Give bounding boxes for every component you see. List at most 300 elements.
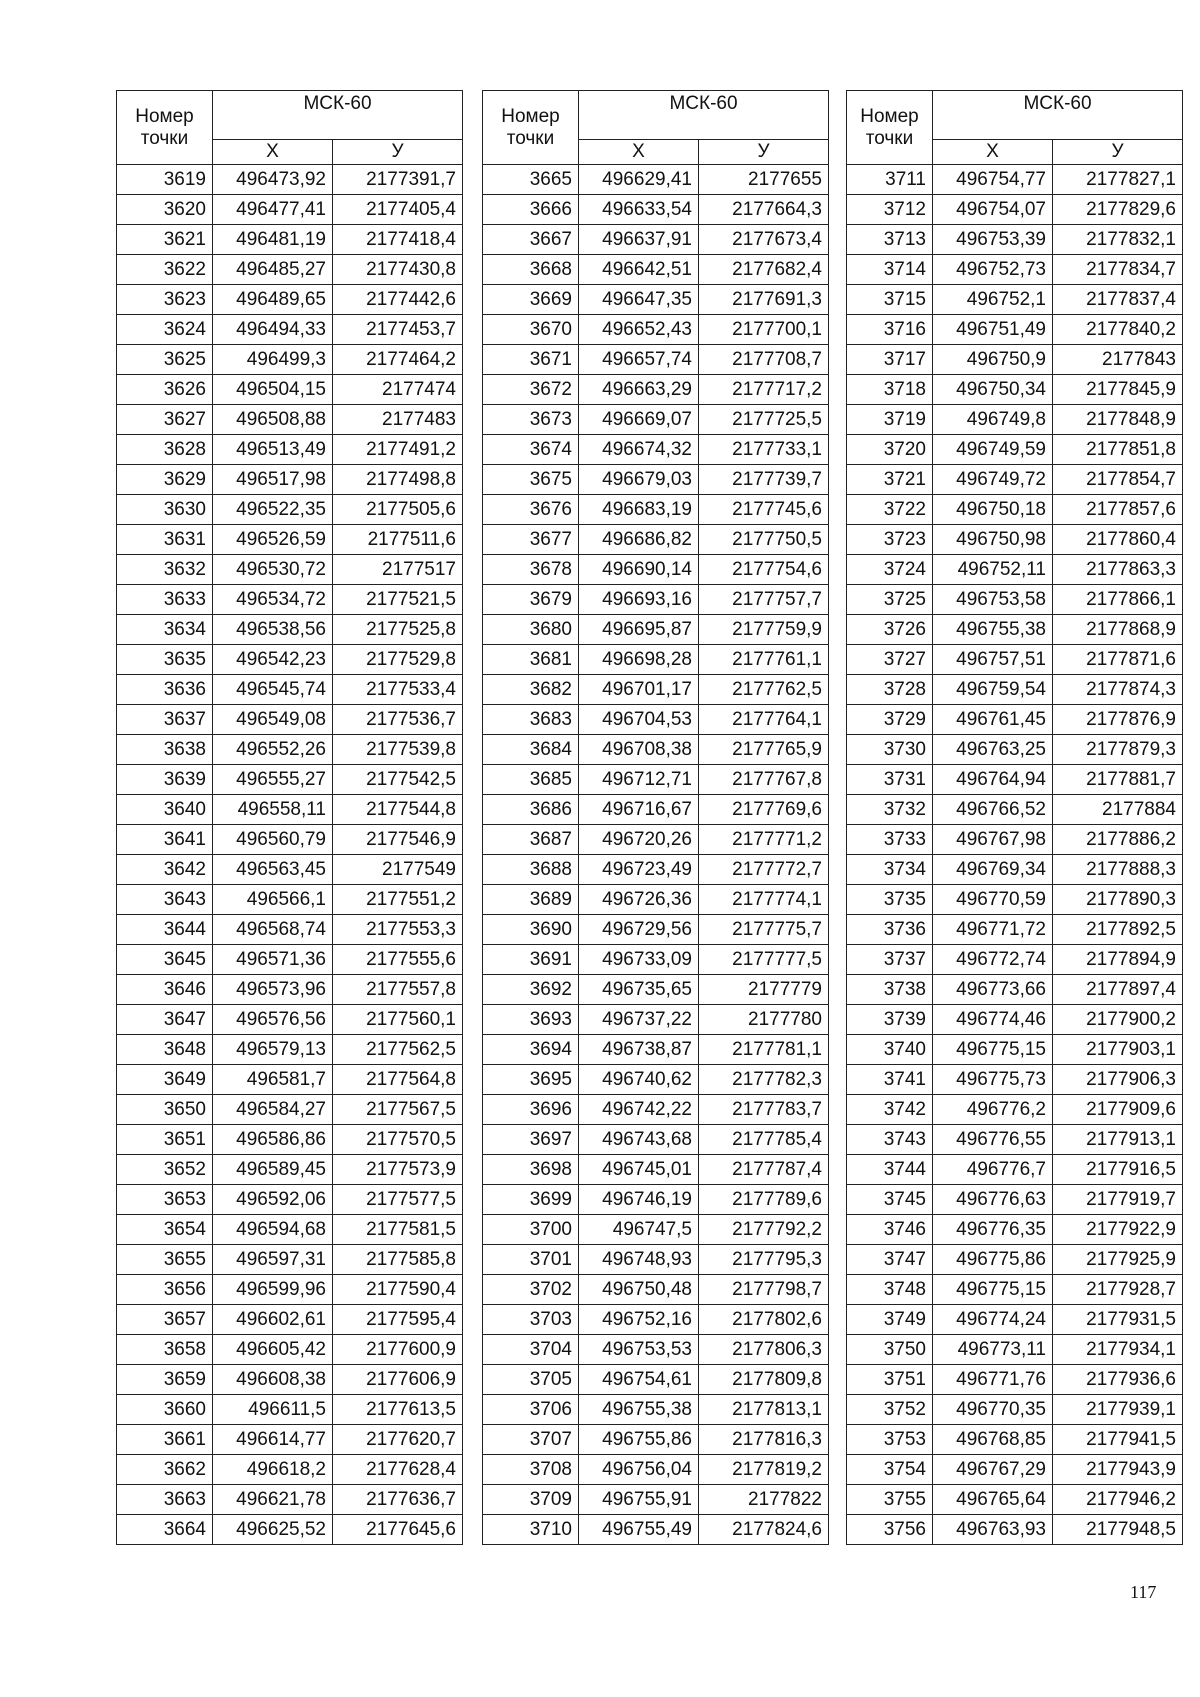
x-coordinate-cell: 496652,43	[579, 315, 699, 345]
table-row	[847, 405, 1183, 435]
x-coordinate-cell: 496768,85	[933, 1425, 1053, 1455]
table-row	[847, 975, 1183, 1005]
point-number-cell: 3625	[117, 345, 213, 375]
x-coordinate-cell: 496686,82	[579, 525, 699, 555]
x-coordinate-cell: 496485,27	[213, 255, 333, 285]
point-number-header-line-1: Номер	[860, 105, 919, 127]
table-row	[117, 435, 463, 465]
x-coordinate-cell: 496746,19	[579, 1185, 699, 1215]
table-row	[483, 705, 829, 735]
y-coordinate-cell: 2177854,7	[1053, 465, 1183, 495]
table-row	[483, 1155, 829, 1185]
x-coordinate-cell: 496571,36	[213, 945, 333, 975]
point-number-cell: 3622	[117, 255, 213, 285]
x-coordinate-cell: 496776,7	[933, 1155, 1053, 1185]
point-number-cell: 3728	[847, 675, 933, 705]
point-number-cell: 3665	[483, 165, 579, 195]
y-coordinate-cell: 2177798,7	[699, 1275, 829, 1305]
table-row	[483, 1215, 829, 1245]
point-number-cell: 3697	[483, 1125, 579, 1155]
y-coordinate-cell: 2177780	[699, 1005, 829, 1035]
table-row	[483, 885, 829, 915]
point-number-cell: 3628	[117, 435, 213, 465]
x-coordinate-cell: 496618,2	[213, 1455, 333, 1485]
y-coordinate-cell: 2177928,7	[1053, 1275, 1183, 1305]
x-coordinate-cell: 496701,17	[579, 675, 699, 705]
x-coordinate-cell: 496753,53	[579, 1335, 699, 1365]
table-row	[847, 1245, 1183, 1275]
point-number-header-line-2: точки	[140, 127, 189, 149]
table-row	[483, 315, 829, 345]
point-number-header	[847, 91, 933, 165]
x-coordinate-cell: 496542,23	[213, 645, 333, 675]
point-number-cell: 3712	[847, 195, 933, 225]
table-row	[847, 1365, 1183, 1395]
x-coordinate-cell: 496477,41	[213, 195, 333, 225]
table-row	[847, 915, 1183, 945]
x-coordinate-cell: 496642,51	[579, 255, 699, 285]
point-number-cell: 3663	[117, 1485, 213, 1515]
table-row	[483, 1305, 829, 1335]
table-row	[847, 285, 1183, 315]
x-coordinate-cell: 496621,78	[213, 1485, 333, 1515]
point-number-cell: 3741	[847, 1065, 933, 1095]
x-coordinate-cell: 496772,74	[933, 945, 1053, 975]
table-row	[117, 165, 463, 195]
y-coordinate-cell: 2177876,9	[1053, 705, 1183, 735]
x-coordinate-cell: 496769,34	[933, 855, 1053, 885]
point-number-cell: 3703	[483, 1305, 579, 1335]
x-coordinate-cell: 496489,65	[213, 285, 333, 315]
point-number-cell: 3688	[483, 855, 579, 885]
table-row	[847, 795, 1183, 825]
y-coordinate-cell: 2177897,4	[1053, 975, 1183, 1005]
y-coordinate-cell: 2177764,1	[699, 705, 829, 735]
point-number-cell: 3745	[847, 1185, 933, 1215]
x-coordinate-cell: 496771,72	[933, 915, 1053, 945]
point-number-cell: 3704	[483, 1335, 579, 1365]
y-coordinate-cell: 2177691,3	[699, 285, 829, 315]
point-number-cell: 3674	[483, 435, 579, 465]
point-number-cell: 3650	[117, 1095, 213, 1125]
table-row	[117, 345, 463, 375]
y-coordinate-cell: 2177474	[333, 375, 463, 405]
point-number-cell: 3646	[117, 975, 213, 1005]
table-row	[483, 345, 829, 375]
x-coordinate-cell: 496756,04	[579, 1455, 699, 1485]
point-number-cell: 3656	[117, 1275, 213, 1305]
x-coordinate-cell: 496750,98	[933, 525, 1053, 555]
point-number-cell: 3740	[847, 1035, 933, 1065]
table-row	[483, 855, 829, 885]
y-coordinate-cell: 2177871,6	[1053, 645, 1183, 675]
table-row	[483, 1275, 829, 1305]
table-row	[117, 1515, 463, 1545]
y-coordinate-cell: 2177787,4	[699, 1155, 829, 1185]
table-row	[117, 885, 463, 915]
x-coordinate-cell: 496555,27	[213, 765, 333, 795]
x-coordinate-cell: 496558,11	[213, 795, 333, 825]
x-coordinate-cell: 496750,9	[933, 345, 1053, 375]
x-coordinate-cell: 496767,98	[933, 825, 1053, 855]
x-coordinate-cell: 496764,94	[933, 765, 1053, 795]
table-row	[483, 225, 829, 255]
coordinates-table-1	[116, 90, 463, 1545]
table-row	[483, 1365, 829, 1395]
point-number-cell: 3635	[117, 645, 213, 675]
table-row	[847, 885, 1183, 915]
table-row	[117, 375, 463, 405]
point-number-cell: 3661	[117, 1425, 213, 1455]
table-row	[117, 1245, 463, 1275]
y-coordinate-cell: 2177857,6	[1053, 495, 1183, 525]
point-number-cell: 3640	[117, 795, 213, 825]
point-number-cell: 3750	[847, 1335, 933, 1365]
table-row	[117, 735, 463, 765]
point-number-cell: 3719	[847, 405, 933, 435]
point-number-cell: 3644	[117, 915, 213, 945]
table-row	[117, 945, 463, 975]
point-number-cell: 3744	[847, 1155, 933, 1185]
point-number-cell: 3699	[483, 1185, 579, 1215]
table-row	[483, 1065, 829, 1095]
y-coordinate-cell: 2177941,5	[1053, 1425, 1183, 1455]
table-row	[483, 1005, 829, 1035]
y-coordinate-cell: 2177544,8	[333, 795, 463, 825]
table-row	[847, 1275, 1183, 1305]
x-coordinate-cell: 496552,26	[213, 735, 333, 765]
point-number-cell: 3698	[483, 1155, 579, 1185]
table-row	[117, 1305, 463, 1335]
y-coordinate-cell: 2177892,5	[1053, 915, 1183, 945]
x-coordinate-cell: 496669,07	[579, 405, 699, 435]
x-coordinate-cell: 496720,26	[579, 825, 699, 855]
x-coordinate-cell: 496573,96	[213, 975, 333, 1005]
point-number-cell: 3749	[847, 1305, 933, 1335]
x-coordinate-cell: 496589,45	[213, 1155, 333, 1185]
y-coordinate-cell: 2177585,8	[333, 1245, 463, 1275]
y-coordinate-cell: 2177840,2	[1053, 315, 1183, 345]
y-coordinate-cell: 2177769,6	[699, 795, 829, 825]
x-coordinate-cell: 496663,29	[579, 375, 699, 405]
table-row	[117, 465, 463, 495]
point-number-cell: 3694	[483, 1035, 579, 1065]
point-number-cell: 3729	[847, 705, 933, 735]
table-row	[847, 1005, 1183, 1035]
point-number-cell: 3730	[847, 735, 933, 765]
x-coordinate-cell: 496752,16	[579, 1305, 699, 1335]
x-coordinate-cell: 496586,86	[213, 1125, 333, 1155]
point-number-cell: 3633	[117, 585, 213, 615]
table-row	[483, 555, 829, 585]
y-coordinate-cell: 2177934,1	[1053, 1335, 1183, 1365]
point-number-cell: 3639	[117, 765, 213, 795]
table-row	[117, 1335, 463, 1365]
y-coordinate-cell: 2177829,6	[1053, 195, 1183, 225]
x-coordinate-cell: 496579,13	[213, 1035, 333, 1065]
y-coordinate-cell: 2177845,9	[1053, 375, 1183, 405]
x-coordinate-cell: 496748,93	[579, 1245, 699, 1275]
point-number-cell: 3693	[483, 1005, 579, 1035]
point-number-cell: 3679	[483, 585, 579, 615]
table-row	[847, 435, 1183, 465]
point-number-cell: 3641	[117, 825, 213, 855]
point-number-cell: 3649	[117, 1065, 213, 1095]
y-coordinate-cell: 2177570,5	[333, 1125, 463, 1155]
y-coordinate-cell: 2177562,5	[333, 1035, 463, 1065]
x-coordinate-cell: 496749,59	[933, 435, 1053, 465]
point-number-header	[117, 91, 213, 165]
x-coordinate-cell: 496735,65	[579, 975, 699, 1005]
x-coordinate-cell: 496747,5	[579, 1215, 699, 1245]
point-number-cell: 3708	[483, 1455, 579, 1485]
point-number-cell: 3739	[847, 1005, 933, 1035]
x-coordinate-cell: 496740,62	[579, 1065, 699, 1095]
table-row	[117, 855, 463, 885]
x-coordinate-cell: 496765,64	[933, 1485, 1053, 1515]
point-number-cell: 3705	[483, 1365, 579, 1395]
y-coordinate-cell: 2177860,4	[1053, 525, 1183, 555]
point-number-cell: 3725	[847, 585, 933, 615]
x-coordinate-cell: 496698,28	[579, 645, 699, 675]
x-coordinate-cell: 496560,79	[213, 825, 333, 855]
x-coordinate-cell: 496716,67	[579, 795, 699, 825]
table-row	[483, 615, 829, 645]
point-number-cell: 3654	[117, 1215, 213, 1245]
y-column-header: У	[333, 140, 463, 165]
table-row	[847, 1095, 1183, 1125]
table-row	[117, 495, 463, 525]
y-coordinate-cell: 2177777,5	[699, 945, 829, 975]
table-row	[483, 915, 829, 945]
table-row	[847, 1035, 1183, 1065]
y-coordinate-cell: 2177939,1	[1053, 1395, 1183, 1425]
y-coordinate-cell: 2177795,3	[699, 1245, 829, 1275]
x-coordinate-cell: 496530,72	[213, 555, 333, 585]
table-row	[117, 1095, 463, 1125]
table-row	[483, 765, 829, 795]
point-number-cell: 3626	[117, 375, 213, 405]
point-number-cell: 3756	[847, 1515, 933, 1545]
y-coordinate-cell: 2177925,9	[1053, 1245, 1183, 1275]
point-number-cell: 3631	[117, 525, 213, 555]
point-number-cell: 3724	[847, 555, 933, 585]
x-coordinate-cell: 496674,32	[579, 435, 699, 465]
y-coordinate-cell: 2177767,8	[699, 765, 829, 795]
point-number-cell: 3706	[483, 1395, 579, 1425]
table-row	[847, 1485, 1183, 1515]
x-coordinate-cell: 496763,93	[933, 1515, 1053, 1545]
point-number-cell: 3731	[847, 765, 933, 795]
table-row	[483, 1125, 829, 1155]
x-coordinate-cell: 496750,34	[933, 375, 1053, 405]
table-row	[483, 255, 829, 285]
table-row	[847, 1125, 1183, 1155]
y-coordinate-cell: 2177590,4	[333, 1275, 463, 1305]
y-coordinate-cell: 2177809,8	[699, 1365, 829, 1395]
x-coordinate-cell: 496690,14	[579, 555, 699, 585]
x-coordinate-cell: 496751,49	[933, 315, 1053, 345]
point-number-cell: 3685	[483, 765, 579, 795]
point-number-cell: 3662	[117, 1455, 213, 1485]
point-number-cell: 3659	[117, 1365, 213, 1395]
y-coordinate-cell: 2177936,6	[1053, 1365, 1183, 1395]
y-coordinate-cell: 2177771,2	[699, 825, 829, 855]
table-row	[117, 1035, 463, 1065]
x-coordinate-cell: 496594,68	[213, 1215, 333, 1245]
point-number-cell: 3671	[483, 345, 579, 375]
point-number-cell: 3734	[847, 855, 933, 885]
point-number-cell: 3675	[483, 465, 579, 495]
point-number-cell: 3664	[117, 1515, 213, 1545]
y-column-header: У	[1053, 140, 1183, 165]
y-coordinate-cell: 2177772,7	[699, 855, 829, 885]
point-number-cell: 3620	[117, 195, 213, 225]
table-row	[117, 1485, 463, 1515]
y-coordinate-cell: 2177542,5	[333, 765, 463, 795]
x-coordinate-cell: 496771,76	[933, 1365, 1053, 1395]
x-coordinate-cell: 496752,11	[933, 555, 1053, 585]
point-number-cell: 3711	[847, 165, 933, 195]
y-coordinate-cell: 2177539,8	[333, 735, 463, 765]
y-coordinate-cell: 2177613,5	[333, 1395, 463, 1425]
x-coordinate-cell: 496770,35	[933, 1395, 1053, 1425]
point-number-cell: 3687	[483, 825, 579, 855]
point-number-cell: 3733	[847, 825, 933, 855]
table-row	[483, 1095, 829, 1125]
y-coordinate-cell: 2177717,2	[699, 375, 829, 405]
x-coordinate-cell: 496775,86	[933, 1245, 1053, 1275]
x-coordinate-cell: 496733,09	[579, 945, 699, 975]
point-number-cell: 3686	[483, 795, 579, 825]
x-coordinate-cell: 496513,49	[213, 435, 333, 465]
point-number-cell: 3691	[483, 945, 579, 975]
point-number-cell: 3670	[483, 315, 579, 345]
x-coordinate-cell: 496750,18	[933, 495, 1053, 525]
table-row	[847, 1515, 1183, 1545]
y-coordinate-cell: 2177789,6	[699, 1185, 829, 1215]
y-coordinate-cell: 2177557,8	[333, 975, 463, 1005]
x-coordinate-cell: 496767,29	[933, 1455, 1053, 1485]
point-number-cell: 3643	[117, 885, 213, 915]
table-row	[847, 705, 1183, 735]
x-coordinate-cell: 496726,36	[579, 885, 699, 915]
y-coordinate-cell: 2177832,1	[1053, 225, 1183, 255]
x-coordinate-cell: 496534,72	[213, 585, 333, 615]
point-number-cell: 3716	[847, 315, 933, 345]
x-coordinate-cell: 496755,49	[579, 1515, 699, 1545]
y-coordinate-cell: 2177551,2	[333, 885, 463, 915]
y-coordinate-cell: 2177553,3	[333, 915, 463, 945]
table-row	[483, 1035, 829, 1065]
y-coordinate-cell: 2177464,2	[333, 345, 463, 375]
x-column-header: X	[213, 140, 333, 165]
table-row	[483, 1335, 829, 1365]
table-row	[847, 495, 1183, 525]
x-coordinate-cell: 496745,01	[579, 1155, 699, 1185]
y-coordinate-cell: 2177418,4	[333, 225, 463, 255]
table-row	[117, 1395, 463, 1425]
y-coordinate-cell: 2177819,2	[699, 1455, 829, 1485]
x-coordinate-cell: 496776,63	[933, 1185, 1053, 1215]
table-row	[117, 255, 463, 285]
point-number-cell: 3683	[483, 705, 579, 735]
x-coordinate-cell: 496729,56	[579, 915, 699, 945]
y-coordinate-cell: 2177483	[333, 405, 463, 435]
y-coordinate-cell: 2177906,3	[1053, 1065, 1183, 1095]
table-row	[117, 1425, 463, 1455]
point-number-cell: 3707	[483, 1425, 579, 1455]
y-coordinate-cell: 2177783,7	[699, 1095, 829, 1125]
x-coordinate-cell: 496757,51	[933, 645, 1053, 675]
x-coordinate-cell: 496563,45	[213, 855, 333, 885]
point-number-cell: 3717	[847, 345, 933, 375]
x-coordinate-cell: 496763,25	[933, 735, 1053, 765]
x-coordinate-cell: 496602,61	[213, 1305, 333, 1335]
y-coordinate-cell: 2177725,5	[699, 405, 829, 435]
point-number-cell: 3655	[117, 1245, 213, 1275]
table-row	[847, 645, 1183, 675]
point-number-cell: 3747	[847, 1245, 933, 1275]
y-coordinate-cell: 2177813,1	[699, 1395, 829, 1425]
table-row	[483, 465, 829, 495]
coordinate-system-header: МСК-60	[579, 91, 829, 140]
point-number-cell: 3660	[117, 1395, 213, 1425]
point-number-cell: 3658	[117, 1335, 213, 1365]
table-row	[483, 795, 829, 825]
y-coordinate-cell: 2177919,7	[1053, 1185, 1183, 1215]
y-coordinate-cell: 2177848,9	[1053, 405, 1183, 435]
table-row	[117, 645, 463, 675]
table-row	[117, 915, 463, 945]
y-coordinate-cell: 2177628,4	[333, 1455, 463, 1485]
y-coordinate-cell: 2177837,4	[1053, 285, 1183, 315]
x-coordinate-cell: 496774,46	[933, 1005, 1053, 1035]
table-row	[117, 1455, 463, 1485]
y-coordinate-cell: 2177916,5	[1053, 1155, 1183, 1185]
point-number-cell: 3722	[847, 495, 933, 525]
table-row	[847, 765, 1183, 795]
point-number-cell: 3666	[483, 195, 579, 225]
y-coordinate-cell: 2177620,7	[333, 1425, 463, 1455]
point-number-cell: 3637	[117, 705, 213, 735]
table-row	[117, 1215, 463, 1245]
table-row	[117, 555, 463, 585]
table-row	[117, 525, 463, 555]
x-coordinate-cell: 496770,59	[933, 885, 1053, 915]
x-coordinate-cell: 496774,24	[933, 1305, 1053, 1335]
point-number-cell: 3720	[847, 435, 933, 465]
table-row	[483, 645, 829, 675]
y-coordinate-cell: 2177549	[333, 855, 463, 885]
point-number-cell: 3672	[483, 375, 579, 405]
table-row	[117, 795, 463, 825]
x-coordinate-cell: 496737,22	[579, 1005, 699, 1035]
y-coordinate-cell: 2177888,3	[1053, 855, 1183, 885]
y-coordinate-cell: 2177827,1	[1053, 165, 1183, 195]
point-number-cell: 3647	[117, 1005, 213, 1035]
x-coordinate-cell: 496755,38	[579, 1395, 699, 1425]
y-coordinate-cell: 2177567,5	[333, 1095, 463, 1125]
point-number-cell: 3632	[117, 555, 213, 585]
table-row	[117, 975, 463, 1005]
y-coordinate-cell: 2177636,7	[333, 1485, 463, 1515]
table-row	[847, 675, 1183, 705]
table-row	[847, 255, 1183, 285]
point-number-header-line-1: Номер	[135, 105, 194, 127]
x-coordinate-cell: 496545,74	[213, 675, 333, 705]
y-coordinate-cell: 2177645,6	[333, 1515, 463, 1545]
